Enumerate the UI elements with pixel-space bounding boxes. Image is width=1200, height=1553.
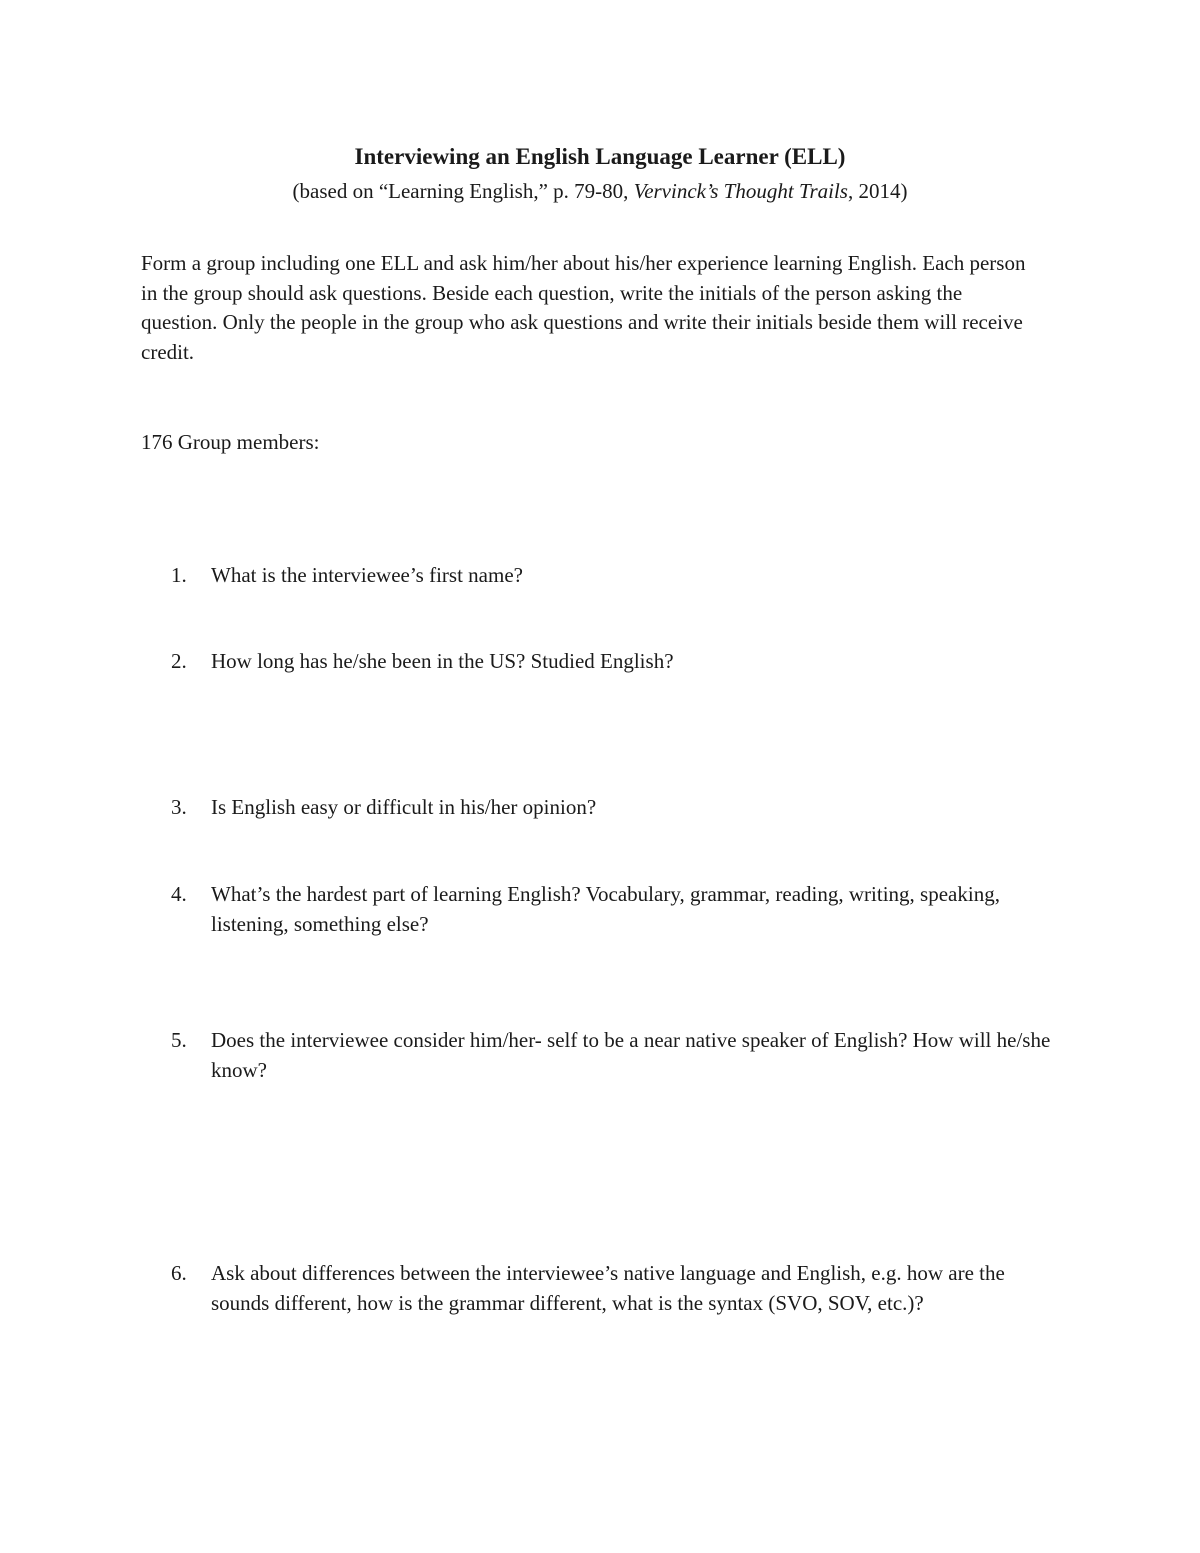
question-item: [141, 1259, 1061, 1318]
question-number: 6.: [171, 1261, 187, 1285]
subtitle-source: (based on “Learning English,” p. 79-80,: [292, 179, 634, 203]
question-item: [141, 1026, 1061, 1085]
document-title: Interviewing an English Language Learner (ELL): [354, 144, 846, 169]
question-number: 5.: [171, 1028, 187, 1052]
question-text: What’s the hardest part of learning English? Vocabulary, grammar, reading, writing, speaking, listening, something else?: [211, 882, 1000, 936]
question-item: [141, 793, 1061, 823]
question-number: 1.: [171, 563, 187, 587]
group-members-label: 176 Group members:: [141, 430, 320, 454]
instructions-paragraph: Form a group including one ELL and ask him/her about his/her experience learning English. Each person in the group should ask questions. Beside each question, write the initials of the person asking the question. Only the people in the group who ask questions and write their initials beside them will receive credit.: [141, 251, 1026, 364]
document-subtitle: [0, 175, 1200, 207]
question-number: 2.: [171, 649, 187, 673]
question-text: Does the interviewee consider him/her- self to be a near native speaker of English? How will he/she know?: [211, 1028, 1051, 1082]
subtitle-book-title: Vervinck’s Thought Trails: [633, 179, 848, 203]
question-item: [141, 880, 1061, 939]
question-text: How long has he/she been in the US? Studied English?: [211, 649, 674, 673]
question-text: What is the interviewee’s first name?: [211, 563, 523, 587]
question-number: 3.: [171, 795, 187, 819]
subtitle-year: , 2014): [847, 179, 908, 203]
question-text: Is English easy or difficult in his/her opinion?: [211, 795, 597, 819]
question-text: Ask about differences between the interviewee’s native language and English, e.g. how are the sounds different, how is the grammar different, what is the syntax (SVO, SOV, etc.)?: [211, 1261, 1005, 1315]
question-item: [141, 647, 1061, 677]
question-item: [141, 561, 1061, 591]
question-number: 4.: [171, 882, 187, 906]
